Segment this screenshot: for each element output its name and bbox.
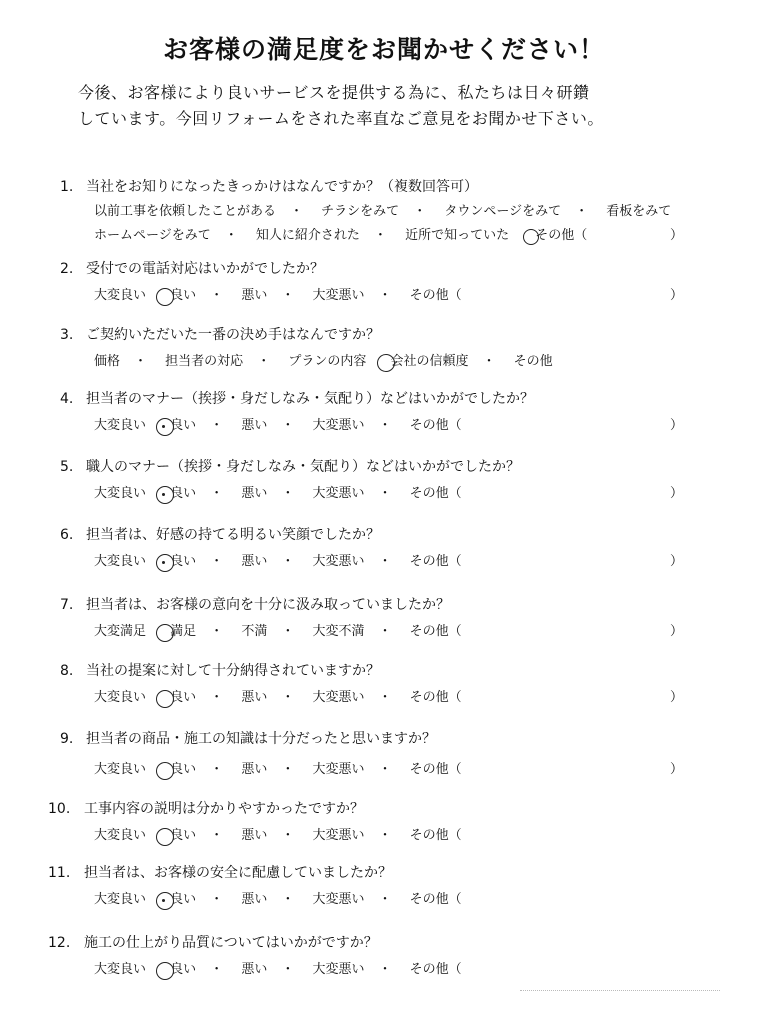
option-selected[interactable]: 満足: [170, 620, 196, 644]
scan-noise: [520, 990, 720, 995]
selection-circle: [156, 418, 174, 436]
option[interactable]: 大変悪い: [312, 418, 365, 433]
selection-circle: [156, 624, 174, 642]
question-number: 7.: [60, 597, 74, 613]
option[interactable]: 大変悪い: [312, 690, 365, 705]
option-selected[interactable]: 良い: [170, 284, 196, 308]
option[interactable]: 近所で知っていた: [405, 228, 510, 243]
option-row: 大変良い 良い ・ 悪い ・ 大変悪い ・ その他（ ）: [60, 550, 700, 574]
question-number: 8.: [60, 663, 74, 679]
option[interactable]: 大変悪い: [312, 962, 365, 977]
option-row: 大変良い 良い ・ 悪い ・ 大変悪い ・ その他（ ）: [60, 686, 700, 710]
question-text: 担当者は、お客様の安全に配慮していましたか？: [84, 865, 392, 881]
selection-circle: [156, 892, 174, 910]
option[interactable]: 大変不満: [312, 624, 365, 639]
question-text: 担当者は、お客様の意向を十分に汲み取っていましたか？: [86, 597, 450, 613]
option-row: 大変良い 良い ・ 悪い ・ 大変悪い ・ その他（ ）: [60, 758, 700, 782]
option[interactable]: その他（: [409, 486, 462, 501]
option[interactable]: 大変良い: [94, 486, 147, 501]
selection-circle: [156, 962, 174, 980]
question-number: 10.: [48, 801, 71, 817]
close-paren: ）: [670, 486, 684, 501]
option[interactable]: その他（: [409, 828, 462, 843]
option[interactable]: 大変良い: [94, 288, 147, 303]
option-selected[interactable]: 良い: [170, 888, 196, 912]
option[interactable]: 不満: [241, 624, 268, 639]
option[interactable]: その他（: [409, 624, 462, 639]
question-text: 当社の提案に対して十分納得されていますか？: [86, 663, 380, 679]
option-selected[interactable]: 良い: [170, 550, 196, 574]
option[interactable]: その他（: [409, 690, 462, 705]
selection-circle: [156, 828, 174, 846]
question-number: 6.: [60, 527, 74, 543]
question-text: ご契約いただいた一番の決め手はなんですか？: [86, 327, 380, 343]
option[interactable]: 大変良い: [94, 690, 147, 705]
question-7: [60, 594, 700, 644]
selection-circle: [156, 690, 174, 708]
question-3: [60, 324, 700, 374]
option[interactable]: 担当者の対応: [165, 354, 244, 369]
close-paren: ）: [670, 690, 684, 705]
option-row: 大変良い 良い ・ 悪い ・ 大変悪い ・ その他（: [60, 824, 700, 848]
option[interactable]: ホームページをみて: [94, 228, 211, 243]
option[interactable]: プランの内容: [288, 354, 367, 369]
option[interactable]: 知人に紹介された: [255, 228, 360, 243]
intro-line-2: しています。今回リフォームをされた率直なご意見をお聞かせ下さい。: [78, 109, 604, 128]
option[interactable]: その他（: [409, 418, 462, 433]
option[interactable]: 看板をみて: [606, 204, 672, 219]
option[interactable]: 以前工事を依頼したことがある: [94, 204, 277, 219]
option[interactable]: その他（: [409, 892, 462, 907]
option[interactable]: その他（: [409, 554, 462, 569]
option-row: 大変良い 良い ・ 悪い ・ 大変悪い ・ その他（: [60, 888, 700, 912]
question-12: [48, 932, 700, 982]
question-2: [60, 258, 700, 308]
option-selected[interactable]: 良い: [170, 686, 196, 710]
option-selected[interactable]: 良い: [170, 482, 196, 506]
close-paren: ）: [670, 228, 684, 243]
question-text: 担当者のマナー（挨拶・身だしなみ・気配り）などはいかがでしたか？: [86, 391, 534, 407]
option[interactable]: その他（: [409, 962, 462, 977]
question-number: 3.: [60, 327, 74, 343]
question-10: [48, 798, 700, 848]
selection-circle: [156, 288, 174, 306]
option[interactable]: 悪い: [241, 962, 268, 977]
option-row: 大変良い 良い ・ 悪い ・ 大変悪い ・ その他（ ）: [60, 482, 700, 506]
option-row: 以前工事を依頼したことがある ・ チラシをみて ・ タウンページをみて ・ 看板をみて: [60, 200, 700, 224]
option-selected[interactable]: 良い: [170, 958, 196, 982]
option-selected[interactable]: 良い: [170, 414, 196, 438]
option[interactable]: 価格: [94, 354, 121, 369]
survey-title: お客様の満足度をお聞かせください！: [162, 35, 605, 64]
close-paren: ）: [670, 624, 684, 639]
option[interactable]: 大変悪い: [312, 828, 365, 843]
option-selected[interactable]: その他（: [535, 224, 587, 248]
question-4: [60, 388, 700, 438]
question-text: 工事内容の説明は分かりやすかったですか？: [84, 801, 364, 817]
option-selected[interactable]: 会社の信頼度: [391, 350, 469, 374]
option[interactable]: 大変悪い: [312, 892, 365, 907]
option-row: 大変良い 良い ・ 悪い ・ 大変悪い ・ その他（ ）: [60, 414, 700, 438]
question-1: [60, 176, 700, 248]
option-row: ホームページをみて ・ 知人に紹介された ・ 近所で知っていた その他（ ）: [60, 224, 700, 248]
selection-circle: [156, 554, 174, 572]
option[interactable]: 悪い: [241, 762, 268, 777]
option[interactable]: 大変良い: [94, 828, 147, 843]
question-number: 2.: [60, 261, 74, 277]
question-11: [48, 862, 700, 912]
question-text: 職人のマナー（挨拶・身だしなみ・気配り）などはいかがでしたか？: [86, 459, 520, 475]
option-row: 大変良い 良い ・ 悪い ・ 大変悪い ・ その他（: [60, 958, 700, 982]
question-8: [60, 660, 700, 710]
question-text: 当社をお知りになったきっかけはなんですか？（複数回答可）: [86, 179, 478, 195]
question-number: 4.: [60, 391, 74, 407]
intro-line-1: 今後、お客様により良いサービスを提供する為に、私たちは日々研鑽: [78, 83, 590, 102]
option[interactable]: 大変悪い: [312, 554, 365, 569]
option[interactable]: 悪い: [241, 828, 268, 843]
close-paren: ）: [670, 554, 684, 569]
selection-circle: [156, 762, 174, 780]
selection-circle: [156, 486, 174, 504]
selection-circle: [377, 354, 395, 372]
option[interactable]: 悪い: [241, 288, 268, 303]
option[interactable]: チラシをみて: [321, 204, 400, 219]
option[interactable]: 大変悪い: [312, 288, 365, 303]
option[interactable]: 悪い: [241, 892, 268, 907]
option[interactable]: 大変悪い: [312, 762, 365, 777]
close-paren: ）: [670, 288, 684, 303]
question-text: 担当者は、好感の持てる明るい笑顔でしたか？: [86, 527, 380, 543]
option-row: 価格 ・ 担当者の対応 ・ プランの内容 会社の信頼度 ・ その他: [60, 350, 700, 374]
option-row: 大変満足 満足 ・ 不満 ・ 大変不満 ・ その他（ ）: [60, 620, 700, 644]
option[interactable]: 大変良い: [94, 418, 147, 433]
intro-text: [78, 80, 718, 132]
option-row: 大変良い 良い ・ 悪い ・ 大変悪い ・ その他（ ）: [60, 284, 700, 308]
question-text: 受付での電話対応はいかがでしたか？: [86, 261, 324, 277]
question-6: [60, 524, 700, 574]
option[interactable]: 悪い: [241, 418, 268, 433]
question-5: [60, 456, 700, 506]
option-selected[interactable]: 良い: [170, 824, 196, 848]
option[interactable]: 大変良い: [94, 762, 147, 777]
option[interactable]: 大変良い: [94, 892, 147, 907]
question-number: 9.: [60, 731, 74, 747]
question-number: 1.: [60, 179, 74, 195]
question-number: 11.: [48, 865, 71, 881]
question-number: 12.: [48, 935, 71, 951]
option[interactable]: 大変良い: [94, 962, 147, 977]
question-number: 5.: [60, 459, 74, 475]
option[interactable]: 悪い: [241, 554, 268, 569]
option[interactable]: 悪い: [241, 486, 268, 501]
option[interactable]: その他（: [409, 288, 462, 303]
option[interactable]: タウンページをみて: [444, 204, 562, 219]
option[interactable]: 大変良い: [94, 554, 147, 569]
question-9: [60, 728, 700, 782]
close-paren: ）: [670, 762, 684, 777]
close-paren: ）: [670, 418, 684, 433]
option-selected[interactable]: 良い: [170, 758, 196, 782]
option[interactable]: その他（: [409, 762, 462, 777]
question-text: 施工の仕上がり品質についてはいかがですか？: [84, 935, 378, 951]
option[interactable]: その他: [513, 354, 553, 369]
option[interactable]: 大変満足: [94, 624, 147, 639]
option[interactable]: 大変悪い: [312, 486, 365, 501]
question-text: 担当者の商品・施工の知識は十分だったと思いますか？: [86, 731, 436, 747]
option[interactable]: 悪い: [241, 690, 268, 705]
